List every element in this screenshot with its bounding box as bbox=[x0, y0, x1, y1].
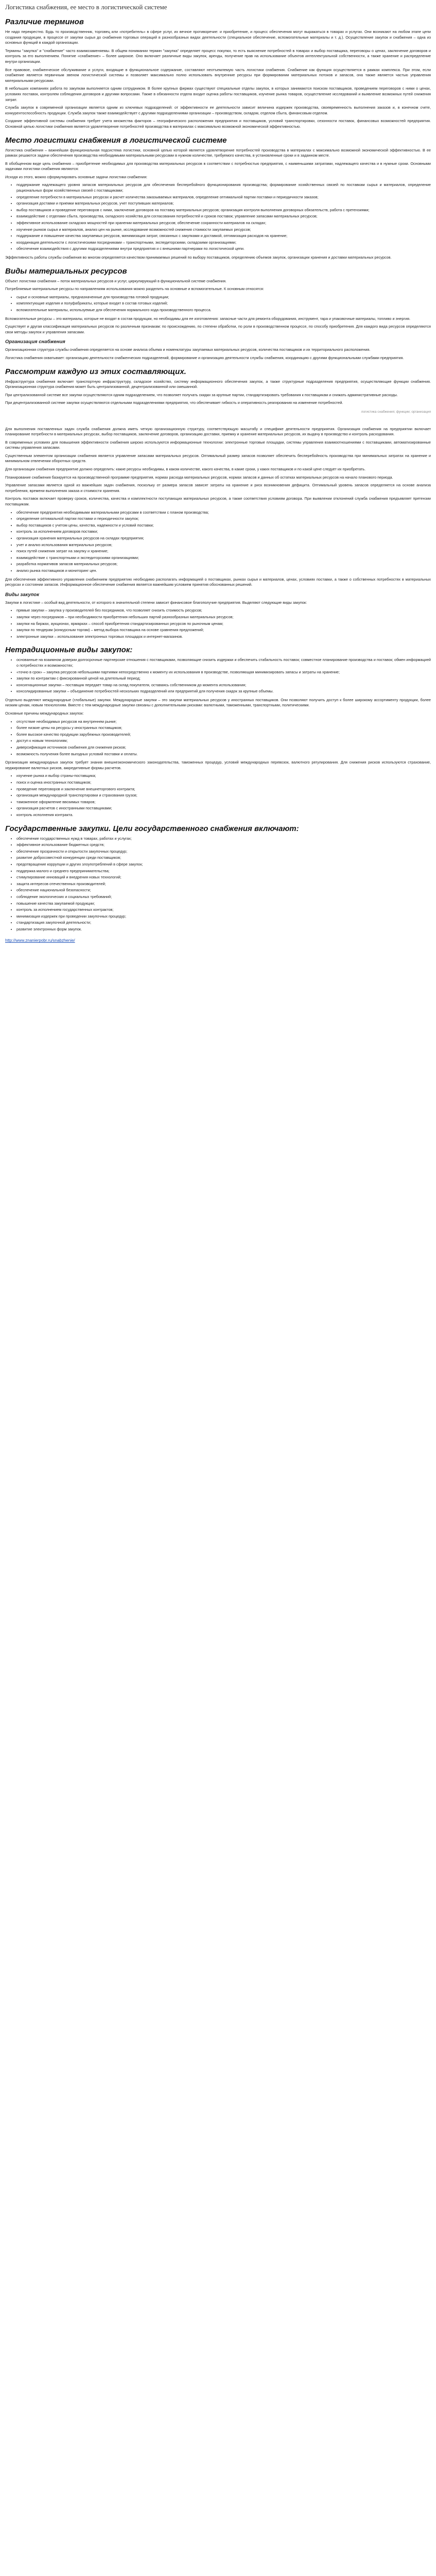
paragraph: Объект логистики снабжения – поток материальных ресурсов и услуг, циркулирующий в функциональной системе снабжения. bbox=[5, 278, 226, 283]
list-item: • проведение переговоров и заключение внешнеторгового контракта; bbox=[16, 787, 431, 792]
section-s3 bbox=[5, 267, 431, 335]
list-item: • взаимодействие с транспортными и экспедиторскими организациями; bbox=[16, 555, 431, 561]
list-item: • более высокое качество продукции зарубежных производителей; bbox=[16, 732, 431, 738]
section-heading: Место логистики снабжения в логистической системе bbox=[5, 135, 227, 145]
bullet-list bbox=[5, 182, 431, 252]
list-item: • диверсификация источников снабжения для снижения рисков; bbox=[16, 745, 431, 751]
paragraph: Существенным элементом организации снабжения является управление запасами материальных ресурсов. Оптимальный размер запасов позволяет обеспечить бесперебойность производства при минимальных затратах на хранение и минимальном отвлечении оборотных средств. bbox=[5, 453, 431, 464]
list-item: • отсутствие необходимых ресурсов на внутреннем рынке; bbox=[16, 719, 431, 725]
paragraph: Все правовое, снабженческое обслуживание и услуги, входящие в функциональное содержание, составляют неотъемлемую часть логистики снабжения. Снабжение как функция осуществляется в рамках комплекса. При этом, если снабжение является первичным звеном логистической системы и позволяет максимально полно использовать внутренние ресурсы при формировании материальных потоков и запасов, она также является частью управления материальными ресурсами. bbox=[5, 67, 431, 83]
list-item: • поддержание надлежащего уровня запасов материальных ресурсов для обеспечения бесперебойного функционирования производства; формирование хозяйственных связей по поставкам сырья и материалов, определение рациональных форм хозяйственных связей с поставщиками; bbox=[16, 182, 431, 193]
paragraph: В обобщенном виде цель снабжения – приобретение необходимых для производства материальных ресурсов в соответствии с потребностью предприятия, с наименьшими затратами, надлежащего качества и в нужные сроки. Основными задачами логистики снабжения являются: bbox=[5, 161, 431, 172]
list-item: • поддержка малого и среднего предпринимательства; bbox=[16, 869, 431, 874]
list-item: • таможенное оформление ввозимых товаров; bbox=[16, 800, 431, 805]
section-s4 bbox=[5, 339, 431, 361]
list-item: • взаимодействие с отделами сбыта, производства, складского хозяйства для согласования потребностей и сроков поставок; управление запасами материальных ресурсов; bbox=[16, 214, 431, 219]
list-item: • закупки по контрактам с фиксированной ценой на длительный период; bbox=[16, 676, 431, 682]
list-item: • организация международной транспортировки и страхования грузов; bbox=[16, 793, 431, 799]
section-heading: Различие терминов bbox=[5, 18, 84, 26]
paragraph: Организация международных закупок требует знания внешнеэкономического законодательства, таможенных процедур, условий международных перевозок, валютного регулирования. Для снижения рисков используются страхование, хеджирование валютных рисков, аккредитивные формы расчетов. bbox=[5, 760, 431, 770]
source-link[interactable]: http://www.znanierpobr.ru/snabzhenie/ bbox=[5, 938, 75, 943]
list-item: • прямые закупки – закупка у производителей без посредников, что позволяет снизить стоимость ресурсов; bbox=[16, 608, 431, 614]
paragraph: Не надо перекрестно. Будь то производственник, торговец или «потребитель» в сфере услуг, их вечное противоречие: и приобретение, и процесс обеспечения могут выражаться в товарах и услугах. Они возникают на любом этапе цепи создания продукции, в процессе от закупки сырья до снабжения торговых операций в разнообразных видах деятельности (специальное обеспечение, вспомогательные материалы и т. д.). Осуществление закупок и снабжения – одна из основных функций в каждой организации. bbox=[5, 29, 431, 45]
list-item: • электронные закупки – использование электронных торговых площадок и интернет-магазинов. bbox=[16, 634, 431, 640]
list-item: • поддержание и повышение качества закупаемых ресурсов, минимизация затрат, связанных с закупками и доставкой, оптимизация расходов на хранение; bbox=[16, 233, 431, 239]
list-item: • обеспечение взаимодействия с другими подразделениями внутри предприятия и с внешними партнерами по логистической цепи. bbox=[16, 246, 431, 252]
section-heading: Организация снабжения bbox=[5, 339, 65, 345]
paragraph: Эффективность работы службы снабжения во многом определяется качеством принимаемых решений по выбору поставщиков, определению объемов закупок, организации хранения и доставки материальных ресурсов. bbox=[5, 255, 392, 260]
list-item: • выбор поставщиков и проведение переговоров с ними, заключение договоров на поставку материальных ресурсов; организация контроля выполнения договорных обязательств, работа с претензиями; bbox=[16, 208, 431, 213]
bullet-list bbox=[5, 608, 431, 639]
bullet-list bbox=[5, 836, 431, 933]
article-content bbox=[5, 18, 431, 932]
list-item: • изучение рынка и выбор страны-поставщика; bbox=[16, 773, 431, 779]
section-s7 bbox=[5, 592, 431, 640]
paragraph: Создание эффективной системы снабжения требует учета множества факторов – географического расположения предприятия и поставщиков, условий транспортировки, сезонности поставок, финансовых возможностей предприятия. Основной целью логистики снабжения является удовлетворение потребностей производства в материалах с максимально возможной экономической эффективностью. bbox=[5, 118, 431, 129]
article bbox=[0, 0, 436, 948]
section-s8 bbox=[5, 646, 431, 818]
list-item: • закупки по тендерам (конкурсным торгам) – метод выбора поставщика на основе сравнения предложений; bbox=[16, 628, 431, 633]
list-item: • поиск и оценка иностранных поставщиков; bbox=[16, 780, 431, 786]
list-item: • вспомогательные материалы, используемые для обеспечения нормального хода производственного процесса. bbox=[16, 308, 431, 313]
list-item: • повышение качества закупаемой продукции; bbox=[16, 901, 431, 907]
list-item: • учет и анализ использования материальных ресурсов; bbox=[16, 543, 431, 548]
list-item: • минимизация издержек при проведении закупочных процедур; bbox=[16, 914, 431, 920]
paragraph: Планирование снабжения базируется на производственной программе предприятия, нормах расхода материальных ресурсов, нормах запасов и данных об остатках материальных ресурсов на начало планового периода. bbox=[5, 474, 393, 480]
bullet-list bbox=[5, 719, 431, 757]
paragraph: Для обеспечения эффективного управления снабжением предприятию необходимо располагать информацией о поставщиках, рынках сырья и материалов, ценах, условиях поставки, а также о собственных потребностях в материальных ресурсах и состоянии запасов. Информационное обеспечение снабжения является важнейшим условием принятия обоснованных решений. bbox=[5, 577, 431, 587]
list-item: • предотвращение коррупции и других злоупотреблений в сфере закупок; bbox=[16, 862, 431, 868]
paragraph: Управление запасами является одной из важнейших задач снабжения, поскольку от размера запасов зависят затраты на хранение и риск возникновения дефицита. Оптимальный уровень запасов определяется на основе анализа потребления, времени выполнения заказа и стоимости хранения. bbox=[5, 483, 431, 493]
list-item: • комплектующие изделия и полуфабрикаты, которые входят в состав готовых изделий; bbox=[16, 301, 431, 307]
paragraph: В небольших компаниях работа по закупкам выполняется одним сотрудником. В более крупных фирмах существуют специальные отделы закупок, в которых занимаются поиском поставщиков, проведением переговоров с ними о ценах, условиях поставок, контролем соблюдения договоров и другими вопросами. Также в обязанности отдела входит оценка работы поставщиков, изучение рынка товаров, осуществление исследований и выявление возможных путей снижения затрат. bbox=[5, 86, 431, 102]
paragraph: Основные причины международных закупок: bbox=[5, 711, 84, 716]
paragraph: Инфраструктура снабжения включает транспортную инфраструктуру, складское хозяйство, систему информационного обеспечения закупок, а также структурные подразделения предприятия, осуществляющие функции снабжения. Организационная структура снабжения может быть централизованной, децентрализованной или смешанной. bbox=[5, 379, 431, 389]
list-item: • эффективное использование бюджетных средств; bbox=[16, 842, 431, 848]
paragraph: Вспомогательные ресурсы – это материалы, которые не входят в состав продукции, но необходимы для ее изготовления: запасные части для ремонта оборудования, инструмент, тара и упаковочные материалы, топливо и энергия. bbox=[5, 316, 411, 321]
list-item: • защита интересов отечественных производителей; bbox=[16, 882, 431, 887]
list-item: • контроль за исполнением договоров поставки; bbox=[16, 529, 431, 535]
list-intro: Исходя из этого, можно сформулировать основные задачи логистики снабжения: bbox=[5, 174, 148, 179]
section-heading: Нетрадиционные виды закупок: bbox=[5, 646, 133, 655]
section-s1 bbox=[5, 18, 431, 130]
list-item: • сырье и основные материалы, предназначенные для производства готовой продукции; bbox=[16, 295, 431, 300]
list-item: • эффективное использование складских мощностей при хранении материальных ресурсов; обеспечение сохранности материалов на складах; bbox=[16, 221, 431, 226]
bullet-list bbox=[5, 657, 431, 694]
footer bbox=[5, 938, 431, 944]
paragraph: Закупки в логистике – особый вид деятельности, от которого в значительной степени зависит финансовое благополучие предприятия. Выделяют следующие виды закупок: bbox=[5, 600, 307, 605]
list-item: • закупки через посредников – при необходимости приобретения небольших партий разнообразных материальных ресурсов; bbox=[16, 615, 431, 620]
list-item: • доступ к новым технологиям; bbox=[16, 738, 431, 744]
section-heading: Виды материальных ресурсов bbox=[5, 266, 127, 276]
page-title: Логистика снабжения, ее место в логистической системе bbox=[5, 3, 167, 11]
list-item: • развитие добросовестной конкуренции среди поставщиков; bbox=[16, 855, 431, 861]
figure-caption: логистика снабжения; функции; организация bbox=[361, 410, 431, 414]
paragraph: При централизованной системе все закупки осуществляются одним подразделением, что позволяет получать скидки за крупные партии, стандартизировать требования к поставщикам и снижать административные расходы. bbox=[5, 392, 398, 397]
section-s5 bbox=[5, 367, 431, 415]
list-item: • развитие электронных форм закупок. bbox=[16, 927, 431, 933]
paragraph: При децентрализованной системе закупки осуществляются отдельными подразделениями предприятия, что обеспечивает гибкость и оперативность реагирования на изменение потребностей. bbox=[5, 400, 343, 405]
list-item: • более низкие цены на ресурсы у иностранных поставщиков; bbox=[16, 725, 431, 731]
section-s6 bbox=[5, 419, 431, 588]
list-item: • организация расчетов с иностранными поставщиками; bbox=[16, 806, 431, 811]
paragraph: Существует и другая классификация материальных ресурсов по различным признакам: по происхождению, по степени обработки, по роли в производственном процессе, по способу приобретения. Для каждого вида ресурсов определяются свои методы закупок и управления запасами. bbox=[5, 324, 431, 334]
list-item: • анализ рынка поставщиков и мониторинг цен. bbox=[16, 568, 431, 574]
list-item: • контроль за исполнением государственных контрактов; bbox=[16, 907, 431, 913]
paragraph: Логистика снабжения – важнейшая функциональная подсистема логистики, основной целью которой является удовлетворение потребностей производства в материалах с максимально возможной экономической эффективностью. В ее рамках решаются задачи обеспечения производства необходимыми материальными ресурсами в нужном количестве, требуемого качества, в установленные сроки и в заданном месте. bbox=[5, 147, 431, 158]
paragraph: Для выполнения поставленных задач служба снабжения должна иметь четкую организационную структуру, соответствующую масштабу и специфике деятельности предприятия. Организация снабжения на предприятии включает планирование потребности в материальных ресурсах, выбор поставщиков, заключение договоров, организацию доставки, приемку и хранение материальных ресурсов, их выдачу в производство и контроль расходования. bbox=[5, 426, 431, 437]
list-item: • консолидированные закупки – объединение потребностей нескольких подразделений или предприятий для получения скидок за крупные объемы. bbox=[16, 689, 431, 694]
list-item: • стандартизация закупочной деятельности; bbox=[16, 920, 431, 926]
paragraph: Термины "закупка" и "снабжение" часто взаимозаменяемы. В общем понимании термин "закупка" определяет процесс покупки, то есть выяснение потребностей в товарах и выбор поставщика, переговоры о ценах, заключение договоров и контроль за его выполнением. Понятие «снабжение» – более широкое. Оно включает различные виды закупок, аренды, получение прав на использование объектов интеллектуальной собственности, а также хранение и распределение внутри организации. bbox=[5, 48, 431, 64]
section-heading: Государственные закупки. Цели государственного снабжения включают: bbox=[5, 824, 299, 833]
paragraph: Отдельно выделяют международные (глобальные) закупки. Международные закупки – это закупки материальных ресурсов у иностранных поставщиков. Они позволяют получить доступ к более широкому ассортименту продукции, более низким ценам, новым технологиям. Вместе с тем международные закупки связаны с дополнительными рисками: валютными, таможенными, транспортными, политическими. bbox=[5, 697, 431, 708]
list-item: • возможность получения более выгодных условий поставки и оплаты. bbox=[16, 752, 431, 757]
section-gap bbox=[5, 419, 431, 427]
section-heading: Виды закупок bbox=[5, 591, 40, 598]
bullet-list bbox=[5, 510, 431, 574]
figure bbox=[5, 409, 431, 415]
list-item: • консигнационные закупки – поставщик передает товар на склад покупателя, оставаясь собственником до момента использования; bbox=[16, 683, 431, 688]
list-item: • обеспечение национальной безопасности; bbox=[16, 888, 431, 893]
list-item: • контроль исполнения контракта. bbox=[16, 812, 431, 818]
bullet-list bbox=[5, 773, 431, 818]
paragraph: Для организации снабжения предприятие должно определить: какие ресурсы необходимы, в каком количестве, какого качества, в какие сроки, у каких поставщиков и по какой цене следует их приобретать. bbox=[5, 467, 366, 472]
list-item: • стимулирование инноваций и внедрения новых технологий; bbox=[16, 875, 431, 880]
paragraph: Логистика снабжения охватывает: организацию деятельности снабженческих подразделений, формирование и организацию деятельности службы снабжения, координацию с другими функциональными службами предприятия. bbox=[5, 355, 404, 360]
list-item: • организация хранения материальных ресурсов на складах предприятия; bbox=[16, 536, 431, 541]
list-item: • выбор поставщиков с учетом цены, качества, надежности и условий поставки; bbox=[16, 523, 431, 529]
list-item: • определение потребности в материальных ресурсах и расчет количества заказываемых материалов, определение оптимальной партии поставки и периодичности заказов; bbox=[16, 195, 431, 200]
list-item: • разработка нормативов запасов материальных ресурсов; bbox=[16, 562, 431, 567]
paragraph: Потребляемые материальные ресурсы по направлениям использования можно разделить на основные и вспомогательные. К основным относятся: bbox=[5, 286, 264, 292]
bullet-list bbox=[5, 295, 431, 313]
section-s2 bbox=[5, 136, 431, 261]
list-item: • основанные на взаимном доверии долгосрочные партнерские отношения с поставщиками, позволяющие снизить издержки и обеспечить стабильность поставок; совместное планирование производства и поставок; обмен информацией о потребностях и возможностях; bbox=[16, 657, 431, 668]
list-item: • организация доставки и приемки материальных ресурсов, учет поступивших материалов; bbox=[16, 201, 431, 207]
list-item: • обеспечение предприятия необходимыми материальными ресурсами в соответствии с планом производства; bbox=[16, 510, 431, 516]
list-item: • «точно в срок» – закупка ресурсов небольшими партиями непосредственно к моменту их использования в производстве, позволяющая минимизировать запасы и затраты на хранение; bbox=[16, 670, 431, 675]
list-item: • поиск путей снижения затрат на закупку и хранение; bbox=[16, 549, 431, 554]
paragraph: Организационная структура службы снабжения определяется на основе анализа объема и номенклатуры закупаемых материальных ресурсов, количества поставщиков и их территориального расположения. bbox=[5, 347, 371, 352]
section-s9 bbox=[5, 824, 431, 933]
list-item: • соблюдение экологических и социальных требований; bbox=[16, 894, 431, 900]
list-item: • обеспечение государственных нужд в товарах, работах и услугах; bbox=[16, 836, 431, 842]
list-item: • изучение рынков сырья и материалов, анализ цен на рынке, исследование возможностей снижения стоимости закупаемых ресурсов; bbox=[16, 227, 431, 233]
list-item: • закупки на биржах, аукционах, ярмарках – способ приобретения стандартизированных ресурсов по рыночным ценам; bbox=[16, 621, 431, 627]
paragraph: Служба закупок в современной организации является одним из ключевых подразделений: от эффективности ее деятельности зависит величина издержек производства, своевременность выполнения заказов и, в конечном счете, конкурентоспособность продукции. Служба закупок также взаимодействует с другими подразделениями организации – производством, складом, отделом сбыта, финансовым отделом. bbox=[5, 105, 431, 115]
paragraph: В современных условиях для повышения эффективности снабжения широко используются информационные технологии: электронные торговые площадки, системы управления взаимоотношениями с поставщиками, автоматизированные системы управления запасами. bbox=[5, 439, 431, 450]
list-item: • определение оптимальной партии поставки и периодичности закупок; bbox=[16, 516, 431, 522]
paragraph: Контроль поставок включает проверку сроков, количества, качества и комплектности поступающих материальных ресурсов, а также соответствия условиям договора. При выявлении отклонений служба снабжения предъявляет претензии поставщикам. bbox=[5, 496, 431, 507]
list-item: • координация деятельности с логистическими посредниками – транспортными, экспедиторскими, складскими организациями; bbox=[16, 240, 431, 246]
list-item: • обеспечение прозрачности и открытости закупочных процедур; bbox=[16, 849, 431, 855]
section-heading: Рассмотрим каждую из этих составляющих. bbox=[5, 367, 186, 376]
